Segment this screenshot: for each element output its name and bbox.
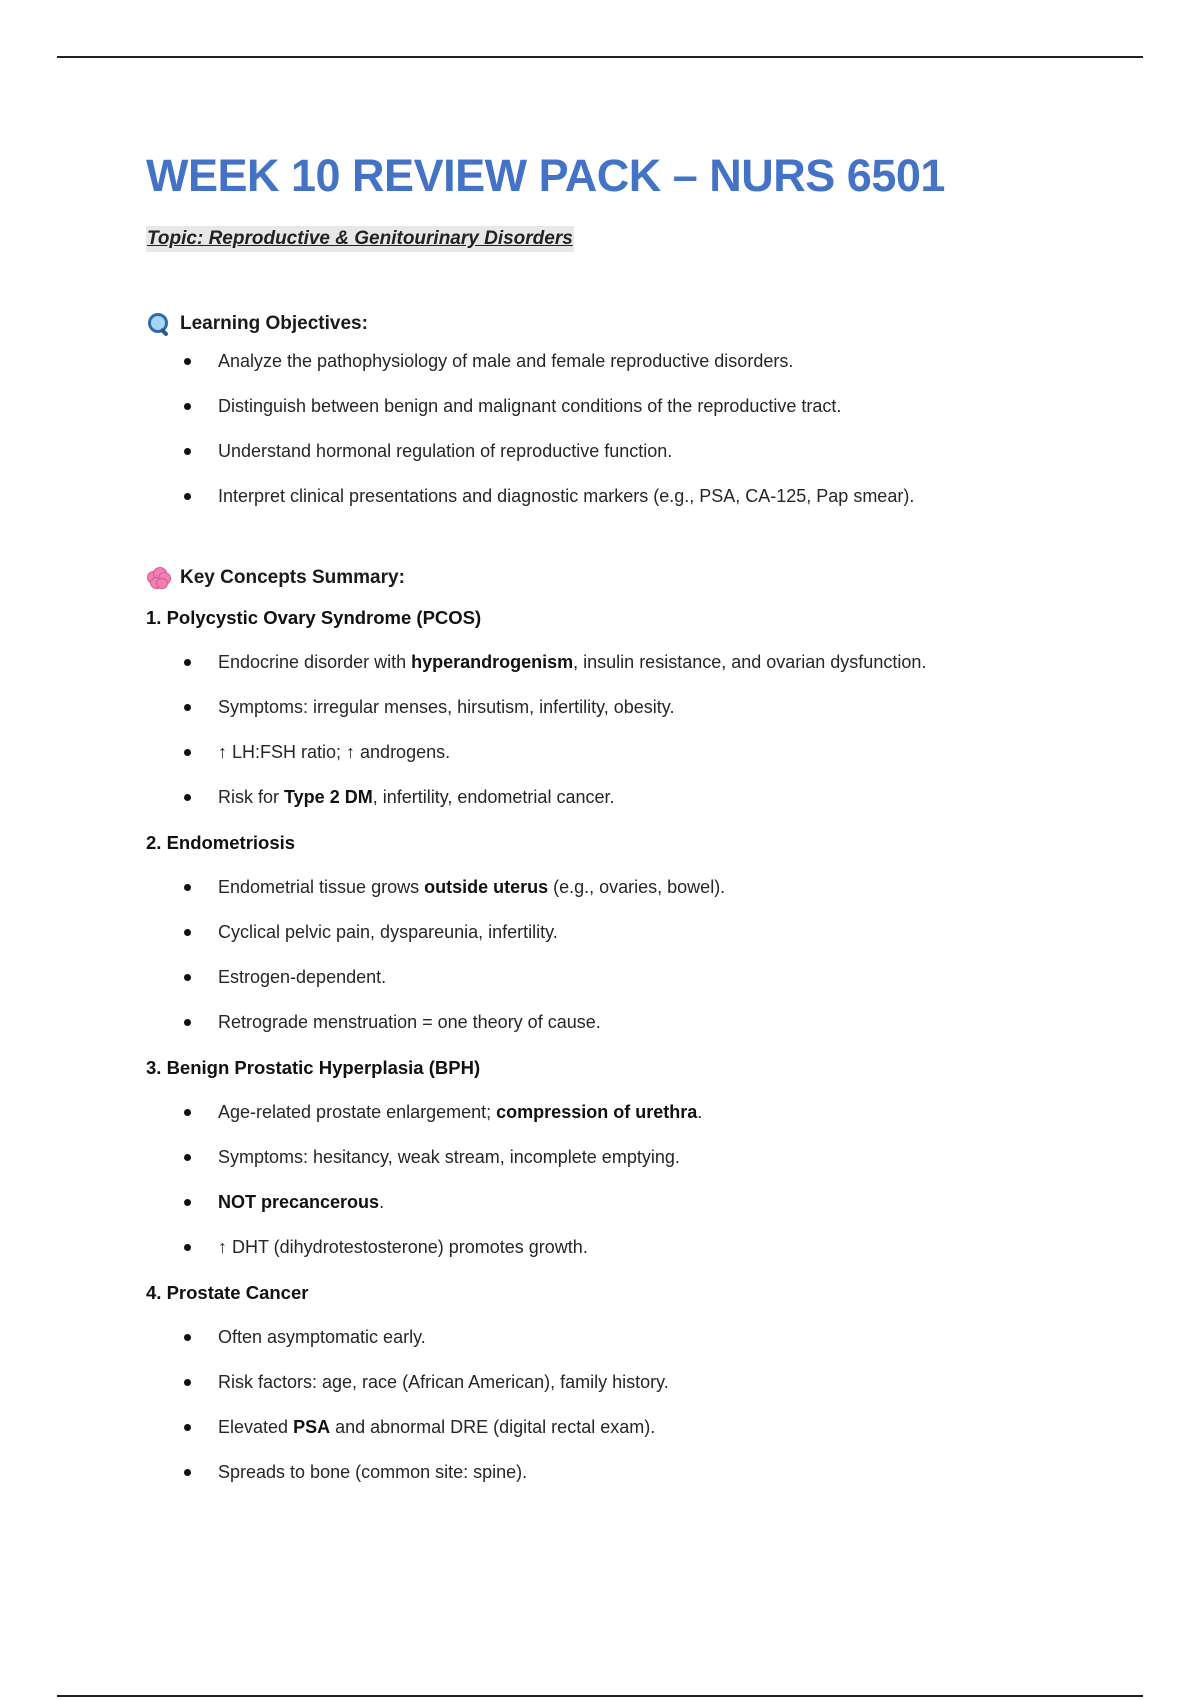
list-item: Symptoms: irregular menses, hirsutism, infertility, obesity. [146,685,1106,730]
list-item: Symptoms: hesitancy, weak stream, incomplete emptying. [146,1135,1106,1180]
section-list [146,865,1106,1045]
topic-label: Topic: Reproductive & Genitourinary Disorders [146,226,574,252]
list-item: Risk factors: age, race (African American), family history. [146,1360,1106,1405]
list-item: Estrogen-dependent. [146,955,1106,1000]
list-item: Endometrial tissue grows outside uterus (e.g., ovaries, bowel). [146,865,1106,910]
document-body [146,140,1106,1495]
header-rule [57,56,1143,58]
section-heading: 4. Prostate Cancer [146,1282,309,1303]
list-item: Retrograde menstruation = one theory of cause. [146,1000,1106,1045]
list-item: Often asymptomatic early. [146,1315,1106,1360]
learning-objectives-heading [146,309,1106,339]
footer-rule [57,1695,1143,1697]
list-item: Spreads to bone (common site: spine). [146,1450,1106,1495]
magnifying-glass-icon [146,312,170,336]
brain-icon [146,566,170,590]
list-item: ↑ LH:FSH ratio; ↑ androgens. [146,730,1106,775]
list-item: Endocrine disorder with hyperandrogenism, insulin resistance, and ovarian dysfunction. [146,640,1106,685]
section-heading: 1. Polycystic Ovary Syndrome (PCOS) [146,607,482,628]
section-list [146,640,1106,820]
topic-row [146,226,1106,256]
document-title: WEEK 10 REVIEW PACK – NURS 6501 [146,150,945,201]
list-item: Risk for Type 2 DM, infertility, endometrial cancer. [146,775,1106,820]
list-item: Elevated PSA and abnormal DRE (digital rectal exam). [146,1405,1106,1450]
learning-objectives-list [146,339,1106,519]
key-concepts-heading [146,563,1106,593]
list-item: Interpret clinical presentations and diagnostic markers (e.g., PSA, CA-125, Pap smear). [146,474,1106,519]
list-item: NOT precancerous. [146,1180,1106,1225]
learning-objectives-label: Learning Objectives: [180,313,368,334]
section-list [146,1090,1106,1270]
list-item: Cyclical pelvic pain, dyspareunia, infertility. [146,910,1106,955]
list-item: Analyze the pathophysiology of male and female reproductive disorders. [146,339,1106,384]
section-heading: 3. Benign Prostatic Hyperplasia (BPH) [146,1057,481,1078]
key-concepts-label: Key Concepts Summary: [180,567,405,588]
section-list [146,1315,1106,1495]
list-item: Understand hormonal regulation of reproductive function. [146,429,1106,474]
list-item: Distinguish between benign and malignant conditions of the reproductive tract. [146,384,1106,429]
concept-sections [146,595,1106,1495]
list-item: Age-related prostate enlargement; compression of urethra. [146,1090,1106,1135]
section-heading: 2. Endometriosis [146,832,296,853]
list-item: ↑ DHT (dihydrotestosterone) promotes growth. [146,1225,1106,1270]
